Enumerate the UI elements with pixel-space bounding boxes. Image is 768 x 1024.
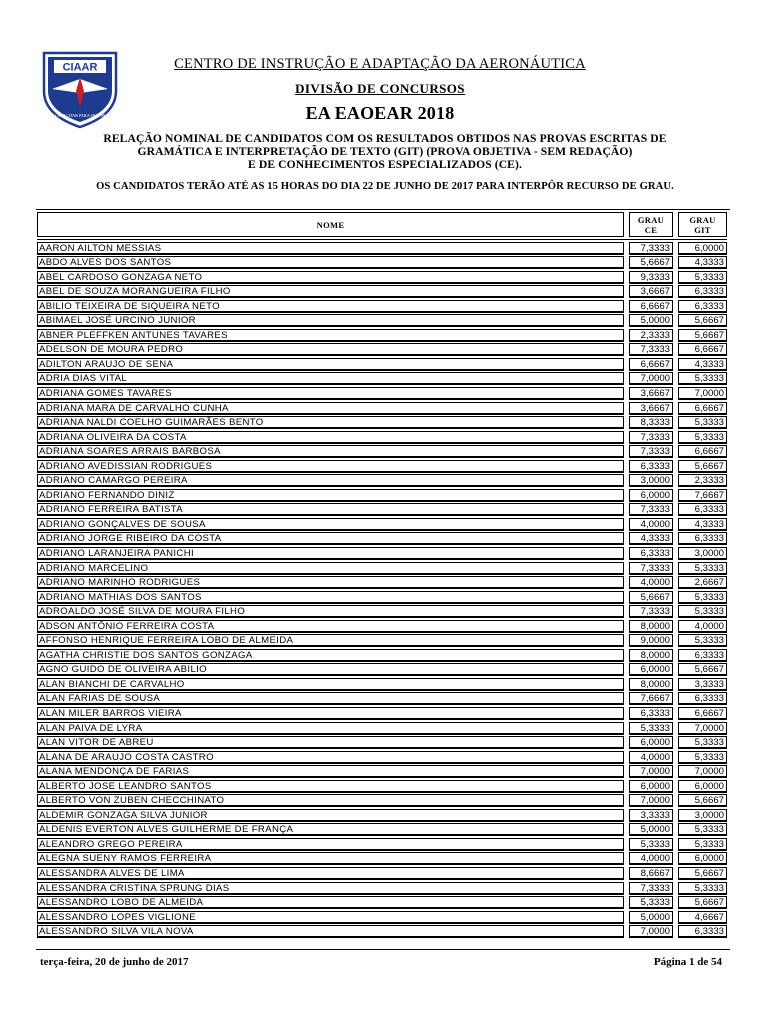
- grau-git-value: 6,0000: [678, 852, 727, 865]
- table-row: [0, 808, 768, 823]
- grau-git-value: 5,6667: [678, 314, 727, 327]
- grau-ce-value: 8,6667: [629, 867, 673, 880]
- table-row: [0, 517, 768, 532]
- exam-title: EA EAOEAR 2018: [305, 103, 455, 123]
- candidate-name: AARON AILTON MESSIAS: [37, 242, 624, 255]
- candidate-name: AFFONSO HENRIQUE FERREIRA LOBO DE ALMEIDA: [37, 634, 624, 647]
- grau-git-value: 5,3333: [678, 751, 727, 764]
- grau-ce-value: 8,0000: [629, 620, 673, 633]
- table-row: [0, 372, 768, 387]
- table-row: [0, 881, 768, 896]
- grau-git-value: 6,0000: [678, 242, 727, 255]
- candidate-name: ALAN PAIVA DE LYRA: [37, 722, 624, 735]
- table-row: [0, 736, 768, 751]
- table-row: [0, 707, 768, 722]
- candidate-name: ADRIANO GONÇALVES DE SOUSA: [37, 518, 624, 531]
- candidate-name: ALAN VITOR DE ABREU: [37, 736, 624, 749]
- grau-git-value: 6,3333: [678, 300, 727, 313]
- grau-ce-value: 9,3333: [629, 271, 673, 284]
- page-number: Página 1 de 54: [653, 956, 722, 968]
- grau-git-value: 5,6667: [678, 329, 727, 342]
- table-row: [0, 576, 768, 591]
- candidate-name: ALAN BIANCHI DE CARVALHO: [37, 678, 624, 691]
- candidate-name: ADRIANA SOARES ARRAIS BARBOSA: [37, 445, 624, 458]
- candidate-name: ADRIANA NALDI COELHO GUIMARÃES BENTO: [37, 416, 624, 429]
- ciaar-logo: [40, 49, 120, 129]
- grau-git-value: 4,0000: [678, 620, 727, 633]
- grau-ce-value: 3,6667: [629, 402, 673, 415]
- column-header-grau-ce-line-1: GRAU: [637, 214, 665, 225]
- candidate-name: ALANA MENDONÇA DE FARIAS: [37, 765, 624, 778]
- candidate-name: ADRIANO FERNANDO DINIZ: [37, 489, 624, 502]
- grau-ce-value: 6,3333: [629, 547, 673, 560]
- grau-ce-value: 7,3333: [629, 503, 673, 516]
- grau-ce-value: 5,0000: [629, 911, 673, 924]
- table-row: [0, 677, 768, 692]
- candidate-name: ALESSANDRO LOPES VIGLIONE: [37, 911, 624, 924]
- table-row: [0, 794, 768, 809]
- table-row: [0, 503, 768, 518]
- grau-git-value: 5,3333: [678, 736, 727, 749]
- table-row: [0, 270, 768, 285]
- column-header-grau-ce-line-2: CE: [644, 224, 658, 235]
- table-row: [0, 896, 768, 911]
- grau-git-value: 5,3333: [678, 882, 727, 895]
- grau-ce-value: 6,3333: [629, 707, 673, 720]
- grau-git-value: 6,0000: [678, 780, 727, 793]
- grau-git-value: 7,0000: [678, 765, 727, 778]
- candidate-name: ALESSANDRA ALVES DE LIMA: [37, 867, 624, 880]
- grau-git-value: 3,3333: [678, 678, 727, 691]
- grau-ce-value: 6,6667: [629, 300, 673, 313]
- grau-ce-value: 6,6667: [629, 358, 673, 371]
- grau-ce-value: 7,3333: [629, 445, 673, 458]
- grau-ce-value: 6,3333: [629, 460, 673, 473]
- candidate-name: ADROALDO JOSÉ SILVA DE MOURA FILHO: [37, 605, 624, 618]
- candidate-name: ALDEMIR GONZAGA SILVA JUNIOR: [37, 809, 624, 822]
- grau-git-value: 2,6667: [678, 576, 727, 589]
- table-row: [0, 852, 768, 867]
- candidate-name: ALAN MILER BARROS VIEIRA: [37, 707, 624, 720]
- grau-ce-value: 4,3333: [629, 532, 673, 545]
- candidate-name: ABILIO TEIXEIRA DE SIQUEIRA NETO: [37, 300, 624, 313]
- grau-ce-value: 9,0000: [629, 634, 673, 647]
- grau-ce-value: 2,3333: [629, 329, 673, 342]
- grau-git-value: 3,0000: [678, 809, 727, 822]
- grau-ce-value: 6,0000: [629, 780, 673, 793]
- grau-git-value: 3,0000: [678, 547, 727, 560]
- grau-git-value: 6,3333: [678, 285, 727, 298]
- logo-motto: CAPACITAR PARA SERVIR: [54, 113, 106, 118]
- candidate-name: ADRIANA MARA DE CARVALHO CUNHA: [37, 402, 624, 415]
- candidate-name: ALAN FARIAS DE SOUSA: [37, 692, 624, 705]
- grau-ce-value: 7,3333: [629, 605, 673, 618]
- candidate-name: ADRIANO MARCELINO: [37, 562, 624, 575]
- grau-ce-value: 7,0000: [629, 765, 673, 778]
- table-row: [0, 648, 768, 663]
- grau-git-value: 5,3333: [678, 372, 727, 385]
- grau-git-value: 5,3333: [678, 431, 727, 444]
- header-divider: [36, 209, 730, 210]
- grau-git-value: 5,3333: [678, 416, 727, 429]
- table-row: [0, 401, 768, 416]
- grau-git-value: 6,6667: [678, 343, 727, 356]
- grau-git-value: 4,3333: [678, 358, 727, 371]
- table-row: [0, 314, 768, 329]
- grau-ce-value: 5,0000: [629, 823, 673, 836]
- grau-git-value: 4,3333: [678, 518, 727, 531]
- table-row: [0, 488, 768, 503]
- candidate-name: ADRIANO JORGE RIBEIRO DA COSTA: [37, 532, 624, 545]
- grau-git-value: 5,6667: [678, 794, 727, 807]
- grau-ce-value: 3,6667: [629, 387, 673, 400]
- grau-ce-value: 7,0000: [629, 372, 673, 385]
- candidate-name: ALESSANDRO SILVA VILA NOVA: [37, 925, 624, 938]
- column-header-divider: [37, 239, 727, 240]
- grau-git-value: 2,3333: [678, 474, 727, 487]
- grau-git-value: 7,0000: [678, 722, 727, 735]
- footer-divider: [36, 949, 730, 950]
- grau-ce-value: 5,0000: [629, 314, 673, 327]
- candidate-name: AGATHA CHRISTIE DOS SANTOS GONZAGA: [37, 649, 624, 662]
- table-row: [0, 416, 768, 431]
- table-row: [0, 692, 768, 707]
- report-description-line-3: E DE CONHECIMENTOS ESPECIALIZADOS (CE).: [248, 158, 522, 171]
- candidate-name: ALEGNA SUENY RAMOS FERREIRA: [37, 852, 624, 865]
- table-row: [0, 241, 768, 256]
- table-row: [0, 430, 768, 445]
- report-date: terça-feira, 20 de junho de 2017: [40, 956, 189, 968]
- grau-ce-value: 4,0000: [629, 518, 673, 531]
- grau-git-value: 6,3333: [678, 532, 727, 545]
- grau-ce-value: 6,0000: [629, 736, 673, 749]
- table-row: [0, 474, 768, 489]
- table-row: [0, 561, 768, 576]
- grau-ce-value: 8,0000: [629, 678, 673, 691]
- report-description-line-2: GRAMÁTICA E INTERPRETAÇÃO DE TEXTO (GIT) (PROVA OBJETIVA - SEM REDAÇÃO): [137, 145, 633, 158]
- grau-git-value: 6,3333: [678, 649, 727, 662]
- table-row: [0, 343, 768, 358]
- table-row: [0, 445, 768, 460]
- institution-title: CENTRO DE INSTRUÇÃO E ADAPTAÇÃO DA AERONÁUTICA: [174, 56, 586, 72]
- candidate-name: ALESSANDRA CRISTINA SPRUNG DIAS: [37, 882, 624, 895]
- table-row: [0, 779, 768, 794]
- candidate-name: ADRIANA OLIVEIRA DA COSTA: [37, 431, 624, 444]
- candidate-name: ALBERTO JOSE LEANDRO SANTOS: [37, 780, 624, 793]
- grau-git-value: 4,3333: [678, 256, 727, 269]
- appeal-notice: OS CANDIDATOS TERÃO ATÉ AS 15 HORAS DO DIA 22 DE JUNHO DE 2017 PARA INTERPÔR RECURSO DE GRAU.: [96, 181, 674, 192]
- candidate-name: ALBERTO VON ZUBEN CHECCHINATO: [37, 794, 624, 807]
- grau-ce-value: 5,3333: [629, 722, 673, 735]
- table-row: [0, 721, 768, 736]
- candidate-name: ADRIANA GOMES TAVARES: [37, 387, 624, 400]
- grau-git-value: 6,3333: [678, 692, 727, 705]
- candidate-name: ALESSANDRO LOBO DE ALMEIDA: [37, 896, 624, 909]
- table-row: [0, 256, 768, 271]
- grau-ce-value: 5,6667: [629, 591, 673, 604]
- grau-ce-value: 5,3333: [629, 896, 673, 909]
- table-row: [0, 867, 768, 882]
- table-row: [0, 925, 768, 940]
- candidate-name: ALANA DE ARAUJO COSTA CASTRO: [37, 751, 624, 764]
- grau-git-value: 5,3333: [678, 605, 727, 618]
- grau-git-value: 5,6667: [678, 896, 727, 909]
- candidate-name: ALEANDRO GREGO PEREIRA: [37, 838, 624, 851]
- grau-ce-value: 8,3333: [629, 416, 673, 429]
- candidate-name: ABEL DE SOUZA MORANGUEIRA FILHO: [37, 285, 624, 298]
- candidate-name: ADRIANO FERREIRA BATISTA: [37, 503, 624, 516]
- candidate-name: ALDENIS EVERTON ALVES GUILHERME DE FRANÇA: [37, 823, 624, 836]
- report-description-line-1: RELAÇÃO NOMINAL DE CANDIDATOS COM OS RESULTADOS OBTIDOS NAS PROVAS ESCRITAS DE: [103, 132, 667, 145]
- grau-ce-value: 8,0000: [629, 649, 673, 662]
- table-row: [0, 386, 768, 401]
- column-header-grau-git-line-1: GRAU: [689, 214, 716, 225]
- grau-git-value: 5,6667: [678, 663, 727, 676]
- table-row: [0, 285, 768, 300]
- grau-ce-value: 6,0000: [629, 663, 673, 676]
- table-row: [0, 546, 768, 561]
- grau-git-value: 5,3333: [678, 838, 727, 851]
- table-row: [0, 328, 768, 343]
- candidate-name: ABEL CARDOSO GONZAGA NETO: [37, 271, 624, 284]
- table-row: [0, 605, 768, 620]
- candidate-name: ABNER PLEFFKEN ANTUNES TAVARES: [37, 329, 624, 342]
- table-row: [0, 619, 768, 634]
- candidate-name: ADRIANO LARANJEIRA PANICHI: [37, 547, 624, 560]
- table-row: [0, 765, 768, 780]
- grau-ce-value: 7,6667: [629, 692, 673, 705]
- grau-git-value: 6,3333: [678, 503, 727, 516]
- grau-git-value: 5,6667: [678, 460, 727, 473]
- grau-git-value: 6,6667: [678, 707, 727, 720]
- candidate-name: AGNO GUIDO DE OLIVEIRA ABILIO: [37, 663, 624, 676]
- grau-git-value: 5,6667: [678, 867, 727, 880]
- candidate-name: ADRIA DIAS VITAL: [37, 372, 624, 385]
- grau-ce-value: 3,0000: [629, 474, 673, 487]
- grau-ce-value: 7,3333: [629, 562, 673, 575]
- column-header-grau-ce: [629, 212, 673, 237]
- candidate-name: ADELSON DE MOURA PEDRO: [37, 343, 624, 356]
- report-description: [40, 132, 730, 171]
- table-row: [0, 590, 768, 605]
- grau-ce-value: 7,3333: [629, 343, 673, 356]
- grau-ce-value: 3,6667: [629, 285, 673, 298]
- grau-git-value: 6,6667: [678, 445, 727, 458]
- table-row: [0, 357, 768, 372]
- candidate-name: ADRIANO AVEDISSIAN RODRIGUES: [37, 460, 624, 473]
- table-row: [0, 823, 768, 838]
- column-header-grau-git: [678, 212, 727, 237]
- grau-git-value: 5,3333: [678, 562, 727, 575]
- grau-git-value: 5,3333: [678, 591, 727, 604]
- grau-git-value: 4,6667: [678, 911, 727, 924]
- grau-git-value: 6,6667: [678, 402, 727, 415]
- grau-git-value: 5,3333: [678, 823, 727, 836]
- grau-git-value: 7,0000: [678, 387, 727, 400]
- grau-ce-value: 5,6667: [629, 256, 673, 269]
- column-header-grau-git-line-2: GIT: [694, 224, 711, 235]
- candidate-name: ADILTON ARAUJO DE SENA: [37, 358, 624, 371]
- table-row: [0, 910, 768, 925]
- grau-git-value: 7,6667: [678, 489, 727, 502]
- candidate-table: [0, 241, 768, 939]
- column-header-nome: NOME: [37, 212, 624, 237]
- table-row: [0, 634, 768, 649]
- table-row: [0, 299, 768, 314]
- logo-brand-text: CIAAR: [62, 61, 98, 74]
- grau-ce-value: 7,3333: [629, 431, 673, 444]
- grau-git-value: 6,3333: [678, 925, 727, 938]
- candidate-name: ADRIANO MARINHO RODRIGUES: [37, 576, 624, 589]
- grau-ce-value: 4,0000: [629, 576, 673, 589]
- candidate-name: ABDO ALVES DOS SANTOS: [37, 256, 624, 269]
- division-title: DIVISÃO DE CONCURSOS: [295, 81, 465, 96]
- grau-ce-value: 7,3333: [629, 242, 673, 255]
- candidate-name: ABIMAEL JOSÉ URCINO JUNIOR: [37, 314, 624, 327]
- candidate-name: ADRIANO MATHIAS DOS SANTOS: [37, 591, 624, 604]
- candidate-name: ADRIANO CAMARGO PEREIRA: [37, 474, 624, 487]
- grau-ce-value: 3,3333: [629, 809, 673, 822]
- grau-git-value: 5,3333: [678, 271, 727, 284]
- grau-git-value: 5,3333: [678, 634, 727, 647]
- table-row: [0, 532, 768, 547]
- grau-ce-value: 7,0000: [629, 925, 673, 938]
- grau-ce-value: 7,3333: [629, 882, 673, 895]
- table-row: [0, 663, 768, 678]
- table-row: [0, 459, 768, 474]
- candidate-name: ADSON ANTÔNIO FERREIRA COSTA: [37, 620, 624, 633]
- grau-ce-value: 5,3333: [629, 838, 673, 851]
- grau-ce-value: 6,0000: [629, 489, 673, 502]
- grau-ce-value: 4,0000: [629, 852, 673, 865]
- grau-ce-value: 4,0000: [629, 751, 673, 764]
- table-row: [0, 837, 768, 852]
- grau-ce-value: 7,0000: [629, 794, 673, 807]
- table-row: [0, 750, 768, 765]
